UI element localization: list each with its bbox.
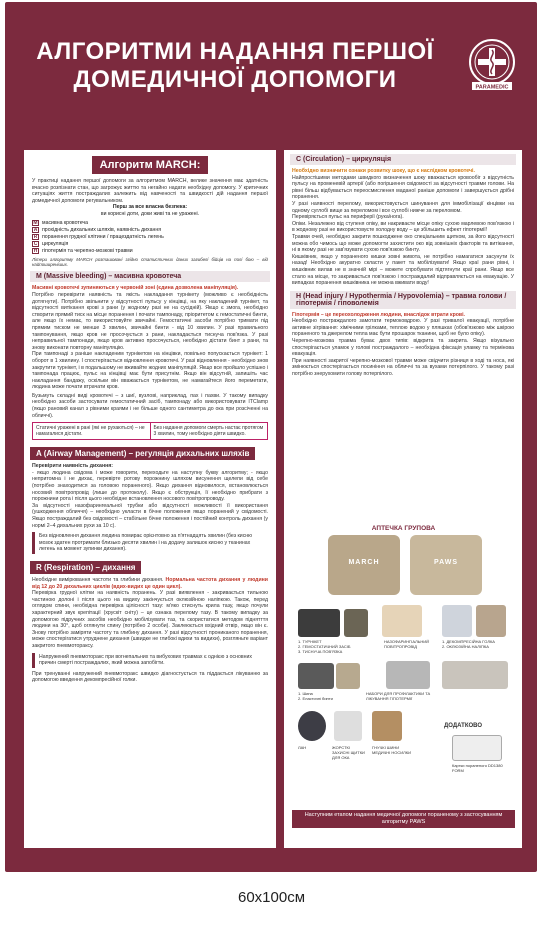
size-label: 60x100см: [237, 889, 306, 906]
kit-cap-4: 1. Шина 2. Еластичні бинти: [298, 691, 333, 701]
march-bag-image: [328, 535, 400, 595]
c-body2: У разі наявності перелому, використовується шинування для іммобілізації кінцівки на одному суглобі вище за переломом і все суглобі нижче за переломом.: [292, 200, 514, 214]
emblem-text: PARAMEDIC: [475, 84, 509, 91]
seal-image: [476, 605, 506, 637]
march-legend: [24, 220, 276, 255]
kit-cap-5: НАБОРИ ДЛЯ ПРОФІЛАКТИКИ ТА ЛІКУВАННЯ ГІПОТЕРМІЇ: [366, 691, 431, 701]
kit-cap-3: 1. ДЕКОМПРЕСІЙНА ГОЛКА 2. ОКЛЮЗІЙНА НАЛІПКА: [442, 639, 495, 649]
c-body3: Перевіряється пульс на периферії (рука/нога).: [292, 214, 404, 221]
march-intro: У практиці надання першої допомоги за алгоритмом MARCH, велике значення має здатність вчасно розпізнати стан, що загрожує життю та негайно надати необхідну допомогу. У критичних ситуаціях життя постраждалих залежить від навченості та швидкості дій надання першої домедичної допомоги регувальником.: [32, 178, 268, 204]
c-section-header: C (Circulation) – циркуляція: [290, 154, 516, 165]
m-body2: При тампонаді з раніше накладеним турнікетом на кінцівки, повільно попускається турнікет: 1 оборот в 1 хвилину. І спостерігається відновлення кровотечі. У разі відновлення - необхідно знов закрутити турнікет, і в подальшому не вживайте жодних маніпуляцій. Якщо все пройшло успішно і тампонада працює, пульс на кінцівці має бути присутнім. Якщо він відсутній, запишіть час накладання бандажу, оскільки він вважається турнікетом, не намагайтеся його переметати, людина може почати втрачати кров.: [32, 351, 269, 391]
poster-title: [10, 38, 460, 94]
eye-shield-image: [334, 711, 362, 741]
callout-right: Без надання допомоги смерть настає протягом 3 хвилин, тому необхідно діяти швидко.: [150, 423, 268, 439]
r-body: Перевірка грудної клітки на наявність поранень. У разі виявлення - закривається тильною частиною долоні і після цього на видиху закінчується оклюзійною наліпкою. Також, перед оглядом спини, необхідна перевірка цілісності тазу: м'яко стиснуть крила тазу, якщо почули характерний звук крепітації (хрускіт сніту) – це ознака перелому тазу. В такому випадку за допомогою підручних засобів необхідно мобілізувати таз, та скористатися методом піднятття людини на 30°, щоб оглянути спину (потрібно 2 особи). Заклеюється вхідний отвір, якщо він є. Знову потрібно заміряти частоту та глибину дихання. У разі відсутності прониканого поранення, може спостерігатися утруднене дихання (швидке не глибокі вдихи та видихи), розгляньте варіант закритого пневмотораксу.: [32, 590, 268, 649]
extra-label: ДОДАТКОВО: [444, 723, 483, 729]
splint-image: [298, 663, 334, 689]
left-column: [24, 150, 276, 848]
c-body6: Кишківник, якщо у пораненого кишки зовні живота, не потрібно намагатися засунути їх назад! Необхідно акуратно скласти у пакет та мобілізувати! Якщо краї рани рівні, і кишківник вилав не в значній мірі – можете спробувати підтягнути краї рани. Якщо все стало на місце, то закривається пов'язкою і постраждалий відправляється на евакуацію. У випадках поранення кишківника не можна вживати воду!: [292, 253, 514, 287]
elastic-bandage-image: [336, 663, 360, 689]
c-body: Найпростішими методами швидкого визначення шоку вважається кровообіг з відсутність пульсу на променевій артерії (або погіршення свідомості за відсутності травми голови. На рівні більш відбувається переосмислення маданої раніше допомоги і завершується дрібні поранення.: [292, 174, 514, 201]
a-section-header: A (Airway Management) – регуляція дихальних шляхів: [30, 447, 255, 460]
callout-left: Статичні уражені в рані (які не рухаються) – не намагалися дістати.: [36, 425, 145, 438]
march-lead2: ви корисні доти, доки живі та не уражені.: [100, 210, 200, 217]
a-body: - якщо людина свідома і може говорити, переходьте на наступну букву алгоритму; - якщо непритомна і не дихає, перевірте ротову порожнину шляхом висунення щелепи від себе (потрібно знаходитися за головою пораненого). Якщо дихання відновилося, встановлюється носовий повітропровід (лише до протоколу). Якщо є обструкція, її необхідно прибрати з порожнини рота і після цього необхідне встановлення носового повітропроводу.: [32, 469, 268, 503]
kit-cap-8: ГНУЧКІ ШИНИ МЕДИЧНІ НОСИЛКИ: [372, 745, 411, 755]
stretcher-image: [442, 661, 508, 689]
legend-item: M масивна кровотеча: [33, 219, 89, 227]
h-lead: Гіпотермія – це переохолодження людини, внаслідок втрати крові.: [292, 311, 465, 318]
legend-item: H гіпотермія та черепно-мозкові травми: [33, 247, 133, 255]
paws-bag-image: [410, 535, 482, 595]
kit-caption: Наступним етапом надання медичної допомоги пораненому з застосуванням алгоритму PAWS: [292, 810, 515, 828]
r-lead: Необхідне вимірювання частоти та глибини дихання. Нормальна частота дихання у людини від 12 до 20 дихальних циклів (вдих-видих це один цикл).: [32, 576, 268, 590]
needle-image: [442, 605, 472, 637]
a-body2: За відсутності назофарингеальної трубки або відсутності можливості її використання (ушкодження обличчя) – необхідно укласти в бічне положення якщо поранений у свідомості. Якщо постраждалий без свідомості – стабільне бічне положення і постійний контроль дихання (у нормі 2–4 дихальних рухи за 10 с).: [32, 502, 268, 529]
kit-title: АПТЕЧКА ГРУПОВА: [371, 525, 436, 532]
r-tail: При тренуванні напружений пневмоторакс швидко діагностується та піддається лікуванню за допомогою введення декомпресійної голки.: [32, 670, 268, 684]
airway-image: [382, 605, 422, 637]
m-body3: Бузьмуть складні виді кровотечі – з шиї, вузлові, наприклад, пах і пахви. У такому випадку необхідно засоби застосувати гемостатичний засіб, тампонаду або використовувати ITClamp (якщо рановий канал з рівними краями і не більше одного сантиметра до ока при розсіченні на обличчі).: [32, 392, 268, 419]
h-body3: При наявності закритої черепно-мозкової травми може свідчити різниця в ході та носа, які змінюється спостерігається посиніння на обличчі та за вухами потерпілого. У такому разі потрібно знерухомити голову потерпілого.: [292, 357, 514, 378]
march-legend-note: Літери алгоритму MARCH розташовані згідно статистичних даних загибелі бійців на полі бою – від найпоширеніших.: [32, 256, 268, 267]
march-lead: Перш за все власна безпека:: [112, 204, 188, 211]
bag-march-label: MARCH: [348, 559, 380, 566]
a-note: Без відновлення дихання людина помирає орієнтовно за п'ятнадцять хвилин (без кисню мозок здатен протримати близько десяти хвилин і на додачу залишок кисню у тканинах легень на момент зупинки дихання).: [32, 532, 268, 554]
tourniquet-image: [298, 609, 340, 637]
kit-cap-2: НАЗОФАРИНГІАЛЬНИЙ ПОВІТРОПРОВІД: [384, 639, 429, 649]
c-body4: Опіки. Незалежно від ступеня опіку, ви накриваєте місце опіку сухою марлевою пов'язкою і в жодному разі не використовуєте холодну воду – це збільшить ефект гіпотермії!: [292, 220, 514, 234]
thermal-blanket-image: [386, 661, 430, 689]
bandage-image: [344, 609, 368, 637]
title-line-1: АЛГОРИТМИ НАДАННЯ ПЕРШОЇ: [36, 38, 434, 65]
m-red-lead: Масивні кровотечі зупиняються у червоній зоні (єдина дозволена маніпуляція).: [32, 285, 239, 292]
legend-item: A прохідність дихальних шляхів, наявність дихання: [33, 226, 162, 234]
c-lead: Необхідно визначити ознаки розвитку шоку, що є наслідком кровотечі.: [292, 168, 475, 174]
h-body: Необхідно постраждалого замотати термоковдрою. У разі тривалої евакуації, потрібне активне зігрівання: хімічними грілками, теплою водою у пляшках (обов'язково між шкірою пораненого та джерелом тепла має бути прошарок тканини, щоб не було опіку).: [292, 318, 514, 338]
c-body5: Травми очей, необхідно закрити пошкоджене око спеціальним щитком, за його відсутності можна обо чимось що може допомогти захистити око від зовнішніх факторів та витікання, ні в якому разі не зав'язувати сухою пов'язкою бинту.: [292, 233, 514, 254]
legend-item: C циркуляція: [33, 240, 69, 248]
kit-cap-9: Картки пораненого DD1380 FORM: [452, 763, 503, 773]
m-section-header: M (Massive bleeding) – масивна кровотеча: [30, 271, 270, 282]
bag-paws-label: PAWS: [433, 559, 459, 566]
m-body: Потрібно перевірити наявність та якість накладання турнікету (можливо є необхідність дотягнути). Потрібно звільнити у відсутності пульсу у кінцівці, на яку накладений турнікет, та відсутності витікання крові з рани (у жодному разі не на сусідній). Якщо є змога, необхідно створити прямий тиск на місце поранення і почати тампонаду, пріоритетом є гемостатичні бинти, але якщо їх немає, то використовуйте звичайні. Гемостатичні засоби потрібно тримати під прямим тиском не менше 3 хвилин, звичайні бинти - від 10 хвилин. У разі правильного тампонування, якщо кров не просочується з рани, накладається тиснуча пов'язка. У разі неправильної тампонади, якщо кров активно просочується, необхідно дістати бинт з рани, та знову виконати повторну маніпуляцію.: [32, 291, 268, 351]
kit-cap-6: ЛАН: [298, 745, 307, 750]
gloves-image: [298, 711, 326, 741]
casualty-card-image: [452, 735, 502, 761]
h-section-header: H (Head injury / Hypothermia / Hypovolemia) – травма голови / гіпотермія / гіповолемія: [290, 291, 516, 309]
legend-item: R поранення грудної клітини / працездатність легень: [33, 233, 164, 241]
kit-cap-7: ЖОРСТКІ ЗАХИСНІ ЩИТКИ ДЛЯ ОКА: [332, 745, 365, 760]
march-header: Алгоритм MARCH:: [92, 156, 209, 174]
group-first-aid-kit: [292, 525, 515, 805]
kit-cap-1: 1. ТУРНІКЕТ 2. ГЕМОСТАТИЧНИЙ ЗАСІБ 3. ТИСНУЧА ПОВ'ЯЗКА: [298, 639, 351, 654]
paramedic-emblem: [466, 36, 518, 94]
title-line-2: ДОМЕДИЧНОЇ ДОПОМОГИ: [73, 66, 397, 93]
r-note: Напружений пневмоторакс при вогнепальних та вибухових травмах є однією з основних причин смерті постраждалих, який можна запобігти.: [32, 653, 268, 668]
a-lead: Перевірити наявність дихання:: [32, 463, 113, 470]
m-callout: [32, 422, 268, 440]
r-section-header: R (Respiration) – дихання: [30, 561, 141, 574]
flexible-splint-image: [372, 711, 402, 741]
h-body2: Черепно-мозкова травма буває двох типів: відкрита та закрита. Якщо візуально спостерігається уламок у голові постраждалого – необхідна фіксація уламку та термінова евакуація.: [292, 338, 514, 358]
